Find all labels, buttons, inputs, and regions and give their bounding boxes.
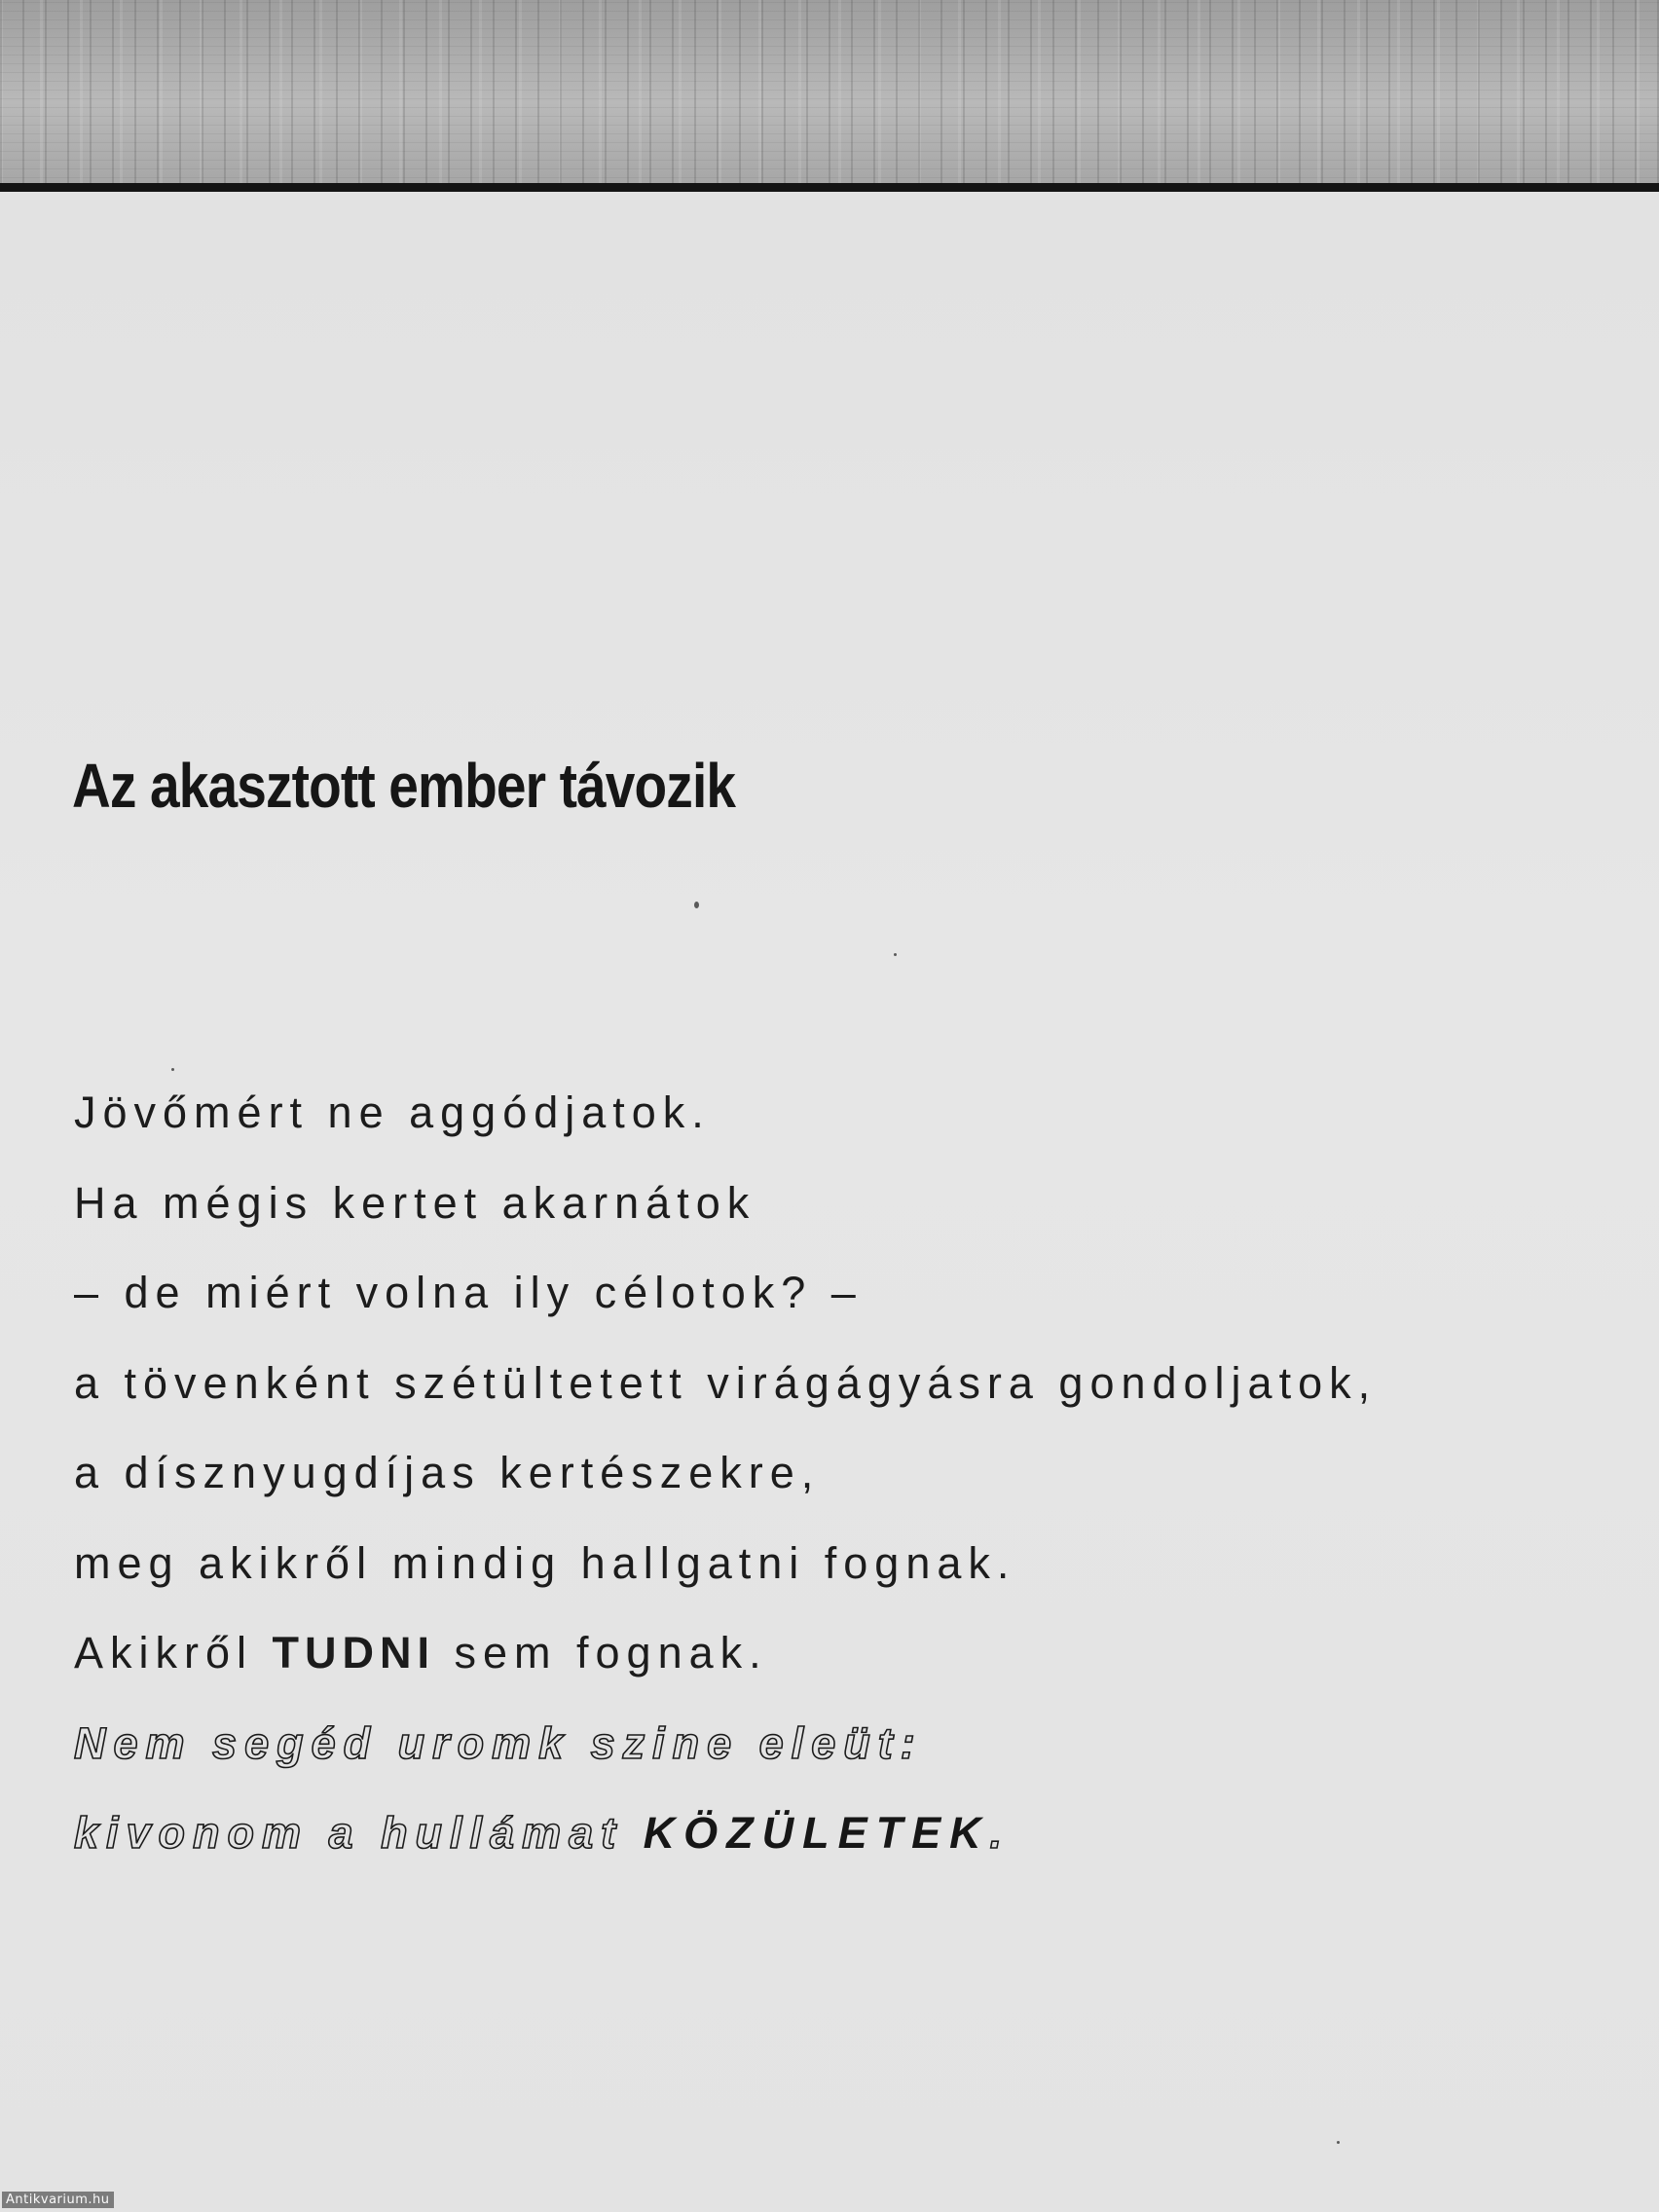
watermark: Antikvarium.hu: [2, 2192, 114, 2208]
poem-line-3: – de miért volna ily célotok? –: [74, 1268, 863, 1317]
paper-speck: [894, 953, 897, 956]
poem-line-2: Ha mégis kertet akarnátok: [74, 1177, 756, 1228]
poem-body: [74, 1079, 1651, 1890]
poem-line-7-start: Akikről: [74, 1628, 273, 1677]
poem-line-7-emphasis: TUDNI: [272, 1628, 436, 1677]
poem-line-7: [74, 1619, 1651, 1710]
poem-line-9-end: .: [989, 1808, 1011, 1858]
poem-line-9-emphasis: KÖZÜLETEK: [643, 1808, 990, 1858]
poem-line-9-start: kivonom a hullámat: [74, 1808, 644, 1858]
paper-speck: [1337, 2141, 1340, 2144]
poem-line-1: Jövőmért ne aggódjatok.: [74, 1088, 711, 1137]
wood-table-background: [0, 0, 1659, 187]
poem-line-7-end: sem fognak.: [435, 1628, 768, 1677]
poem-line-9: [74, 1799, 1651, 1890]
paper-speck: [171, 1068, 174, 1071]
poem-line-8: Nem segéd uromk szine eleüt:: [74, 1717, 923, 1768]
poem-line-6: meg akikről mindig hallgatni fognak.: [74, 1537, 1016, 1588]
poem-title: Az akasztott ember távozik: [72, 751, 736, 821]
paper-speck: [694, 902, 699, 908]
poem-line-4: a tövenként szétültetett virágágyásra gondoljatok,: [74, 1357, 1378, 1408]
poem-line-5: a dísznyugdíjas kertészekre,: [74, 1448, 821, 1497]
